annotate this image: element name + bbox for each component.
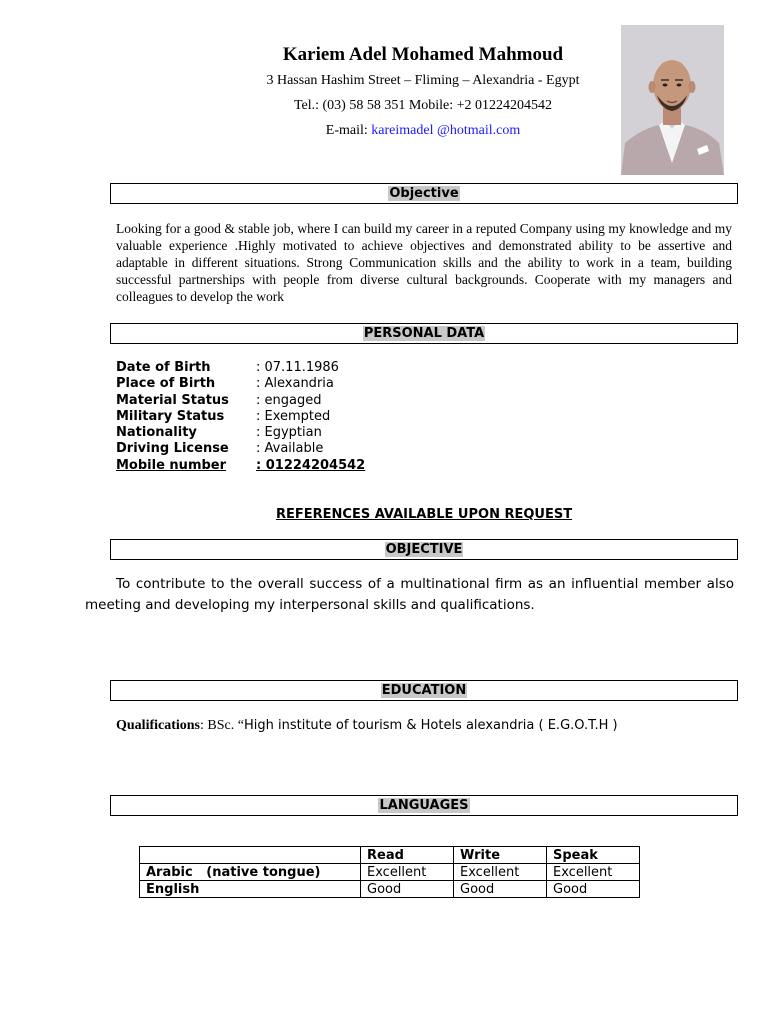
table-header-cell	[140, 847, 361, 864]
email-line	[200, 118, 646, 143]
personal-row-status	[116, 393, 368, 409]
table-cell: Good	[454, 881, 547, 898]
pd-value: : Alexandria	[256, 376, 334, 392]
candidate-name: Kariem Adel Mohamed Mahmoud	[282, 44, 564, 65]
pd-value: : engaged	[256, 392, 322, 408]
table-cell: Good	[361, 881, 454, 898]
personal-row-nationality	[116, 425, 368, 441]
pd-value: : 07.11.1986	[256, 360, 339, 375]
objective-heading-box	[110, 183, 738, 204]
pd-value: : Available	[256, 441, 324, 457]
education-label: Qualifications	[116, 718, 201, 733]
personal-data-heading: PERSONAL DATA	[363, 326, 485, 341]
personal-row-pob	[116, 376, 368, 392]
languages-table	[139, 846, 640, 898]
table-cell: Good	[547, 881, 640, 898]
education-heading-box	[110, 680, 738, 701]
pd-label: Military Status	[116, 408, 225, 424]
personal-row-military	[116, 409, 368, 425]
objective-paragraph: Looking for a good & stable job, where I can build my career in a reputed Company using my knowledge and my valuable experience .Highly motivated to achieve objectives and demonstrated ability to be assertive and adaptable in different situations. Strong Communication skills and the ability to work in a team, building successful partnerships with people from diverse cultural backgrounds. Cooperate with my managers and colleagues to develop the work	[116, 221, 732, 304]
references-note: REFERENCES AVAILABLE UPON REQUEST	[276, 507, 573, 522]
table-row	[140, 881, 640, 898]
education-degree: : BSc. “	[200, 718, 244, 733]
email-label: E-mail:	[325, 123, 372, 138]
pd-label: Place of Birth	[116, 376, 216, 392]
personal-row-mobile	[116, 458, 368, 474]
personal-data-list	[116, 360, 368, 474]
table-header-row	[140, 847, 640, 864]
objective2-heading-box	[110, 539, 738, 560]
profile-photo	[621, 25, 724, 175]
pd-value: : Egyptian	[256, 425, 322, 441]
pd-value: : Exempted	[256, 408, 331, 424]
pd-label: Nationality	[116, 425, 197, 441]
personal-data-heading-box	[110, 323, 738, 344]
personal-row-license	[116, 441, 368, 457]
education-line	[116, 716, 618, 736]
table-header-cell: Write	[454, 847, 547, 864]
pd-label: Driving License	[116, 441, 229, 457]
languages-heading-box	[110, 795, 738, 816]
table-cell: Excellent	[361, 864, 454, 881]
personal-row-dob	[116, 360, 368, 376]
education-institute: High institute of tourism & Hotels alexandria ( E.G.O.T.H )	[243, 718, 618, 733]
email-link[interactable]: kareimadel @hotmail.com	[371, 123, 521, 138]
table-cell: Excellent	[547, 864, 640, 881]
pd-label: Mobile number	[116, 457, 227, 473]
objective2-paragraph: To contribute to the overall success of a multinational firm as an influential member also meeting and developing my interpersonal skills and qualifications.	[85, 576, 734, 613]
table-cell: Excellent	[454, 864, 547, 881]
table-header-cell: Read	[361, 847, 454, 864]
objective2-heading: OBJECTIVE	[385, 542, 463, 557]
objective-heading: Objective	[389, 186, 459, 201]
cv-header	[200, 42, 646, 143]
address-line: 3 Hassan Hashim Street – Fliming – Alexandria - Egypt	[266, 73, 580, 88]
pd-label: Material Status	[116, 392, 229, 408]
language-name: Arabic (native tongue)	[140, 864, 361, 881]
language-name: English	[140, 881, 361, 898]
person-portrait-icon	[621, 25, 724, 175]
table-row	[140, 864, 640, 881]
table-header-cell: Speak	[547, 847, 640, 864]
languages-heading: LANGUAGES	[379, 798, 469, 813]
pd-label: Date of Birth	[116, 360, 211, 375]
education-heading: EDUCATION	[381, 683, 467, 698]
phone-line: Tel.: (03) 58 58 351 Mobile: +2 01224204542	[293, 98, 553, 113]
pd-value: : 01224204542	[256, 457, 366, 473]
